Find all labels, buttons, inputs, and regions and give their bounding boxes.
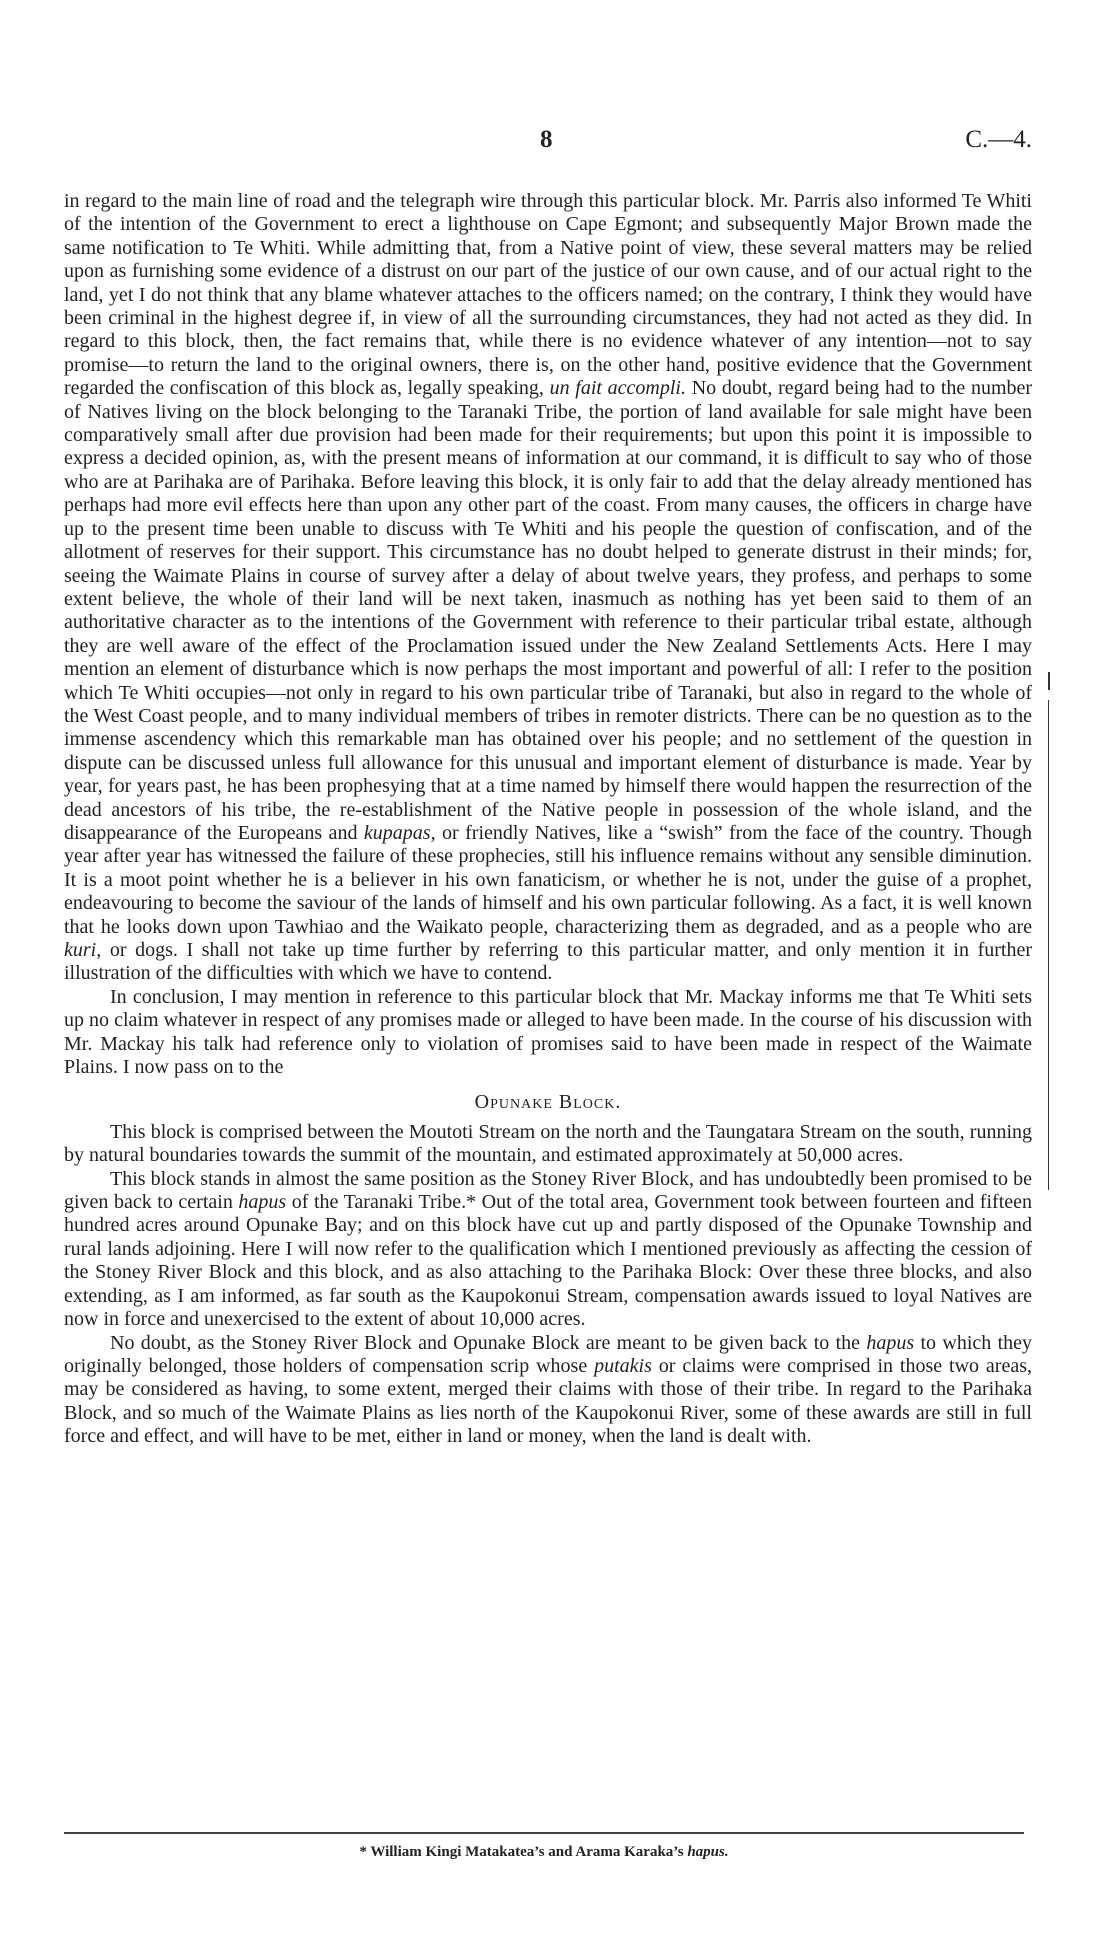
document-reference: C.—4.: [965, 126, 1032, 153]
section-heading: Opunake Block.: [474, 1091, 622, 1114]
paragraph-3: This block is comprised between the Moutoti Stream on the north and the Taungatara Stream on the south, running by natural boundaries towards the summit of the mountain, and estimated approximately at 50,000 acres.: [64, 1120, 1032, 1167]
margin-mark: [1048, 672, 1050, 690]
paragraph-2: In conclusion, I may mention in reference to this particular block that Mr. Mackay informs me that Te Whiti sets up no claim whatever in respect of any promises made or alleged to have been made. In the course of his discussion with Mr. Mackay his talk had reference only to violation of promises said to have been made in respect of the Waimate Plains. I now pass on to the: [64, 985, 1032, 1079]
page-number: 8: [540, 126, 553, 153]
body-text: [64, 190, 1032, 1449]
footnote-divider: [64, 1832, 1024, 1834]
paragraph-1: in regard to the main line of road and the telegraph wire through this particular block. Mr. Parris also informed Te Whiti of the intention of the Government to erect a lighthouse on Cape Egmont; and subsequently Major Brown made the same notification to Te Whiti. While admitting that, from a Native point of view, these several matters may be relied upon as furnishing some evidence of a distrust on our part of the justice of our own cause, and of our actual right to the land, yet I do not think that any blame whatever attaches to the officers named; on the contrary, I think they would have been criminal in the highest degree if, in view of all the surrounding circumstances, they had not acted as they did. In regard to this block, then, the fact remains that, while there is no evidence whatever of any intention—not to say promise—to return the land to the original owners, there is, on the other hand, positive evidence that the Government regarded the confiscation of this block as, legally speaking, un fait accompli. No doubt, regard being had to the number of Natives living on the block belonging to the Taranaki Tribe, the portion of land available for sale might have been comparatively small after due provision had been made for their requirements; but upon this point it is impossible to express a decided opinion, as, with the present means of information at our command, it is difficult to say who of those who are at Parihaka are of Parihaka. Before leaving this block, it is only fair to add that the delay already mentioned has perhaps had more evil effects here than upon any other part of the coast. From many causes, the officers in charge have up to the present time been unable to discuss with Te Whiti and his people the question of confiscation, and of the allotment of reserves for their support. This circumstance has no doubt helped to generate distrust in their minds; for, seeing the Waimate Plains in course of survey after a delay of about twelve years, they profess, and perhaps to some extent believe, the whole of their land will be next taken, inasmuch as nothing has yet been said to them of an authoritative character as to the intentions of the Government with reference to their particular tribal estate, although they are well aware of the effect of the Proclamation issued under the New Zealand Settlements Acts. Here I may mention an element of disturbance which is now perhaps the most important and powerful of all: I refer to the position which Te Whiti occupies—not only in regard to his own particular tribe of Taranaki, but also in regard to the whole of the West Coast people, and to many individual members of tribes in remoter districts. There can be no question as to the immense ascendency which this remarkable man has obtained over his people; and no settlement of the question in dispute can be discussed unless full allowance for this unusual and important element of disturbance is made. Year by year, for years past, he has been prophesying that at a time named by himself there would happen the resurrection of the dead ancestors of his tribe, the re-establishment of the Native people in possession of the whole island, and the disappearance of the Europeans and kupapas, or friendly Natives, like a “swish” from the face of the country. Though year after year has witnessed the failure of these prophecies, still his influence remains without any sensible diminution. It is a moot point whether he is a believer in his own fanaticism, or whether he is not, under the guise of a prophet, endeavouring to become the saviour of the lands of himself and his own particular following. As a fact, it is well known that he looks down upon Tawhiao and the Waikato people, characterizing them as degraded, and as a people who are kuri, or dogs. I shall not take up time further by referring to this particular matter, and only mention it in further illustration of the difficulties with which we have to contend.: [64, 190, 1033, 985]
italic-term: kupapas,: [363, 821, 436, 844]
italic-term: hapus: [866, 1331, 915, 1354]
running-head: [64, 126, 1032, 162]
footnote: * William Kingi Matakatea’s and Arama Karaka’s hapus.: [359, 1844, 729, 1860]
italic-term: un fait accompli.: [549, 377, 686, 400]
paragraph-4: This block stands in almost the same position as the Stoney River Block, and has undoubtedly been promised to be given back to certain hapus of the Taranaki Tribe.* Out of the total area, Government took between fourteen and fifteen hundred acres around Opunake Bay; and on this block have cut up and partly disposed of the Opunake Township and rural lands adjoining. Here I will now refer to the qualification which I mentioned previously as affecting the cession of the Stoney River Block and this block, and as also attaching to the Parihaka Block: Over these three blocks, and also extending, as I am informed, as far south as the Kaupokonui Stream, compensation awards issued to loyal Natives are now in force and unexercised to the extent of about 10,000 acres.: [64, 1167, 1032, 1331]
margin-rule: [1048, 700, 1049, 1190]
italic-term: kuri,: [64, 939, 102, 961]
paragraph-5: No doubt, as the Stoney River Block and Opunake Block are meant to be given back to the hapus to which they originally belonged, those holders of compensation scrip whose putakis or claims were comprised in those two areas, may be considered as having, to some extent, merged their claims with those of their tribe. In regard to the Parihaka Block, and so much of the Waimate Plains as lies north of the Kaupokonui River, some of these awards are still in full force and effect, and will have to be met, either in land or money, when the land is dealt with.: [64, 1331, 1033, 1448]
italic-term: hapus: [238, 1191, 287, 1214]
italic-term: putakis: [594, 1354, 652, 1377]
